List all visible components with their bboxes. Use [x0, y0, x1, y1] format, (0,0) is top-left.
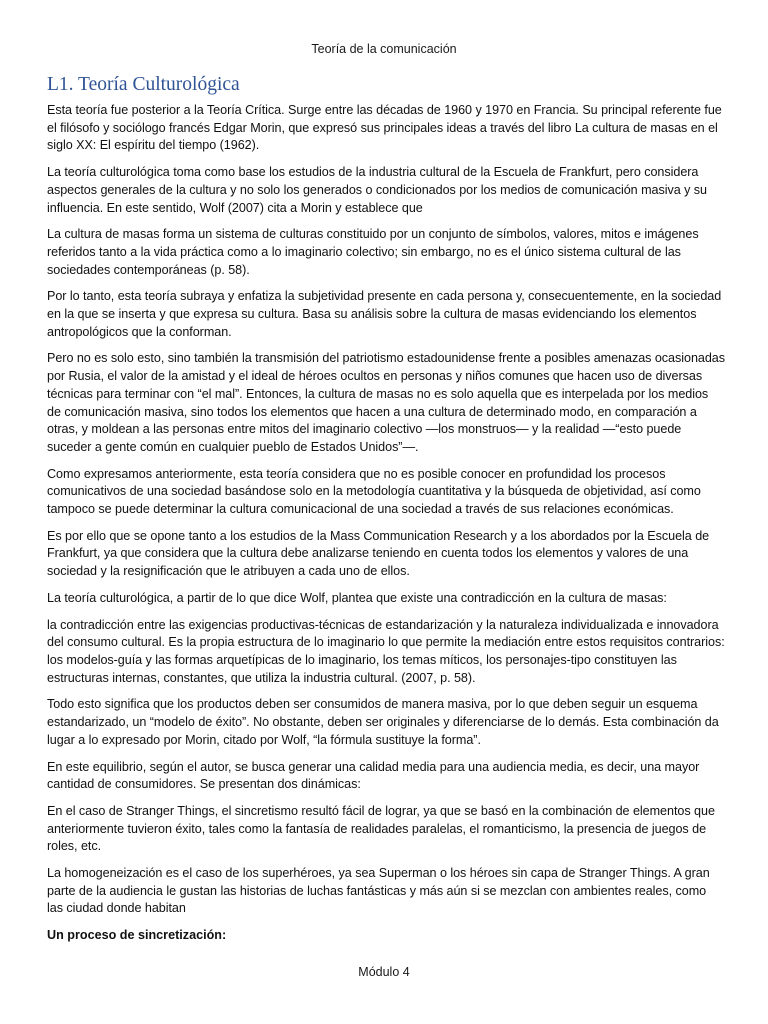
- paragraph-patriotism: Pero no es solo esto, sino también la transmisión del patriotismo estadounidense frente a posibles amenazas ocasionadas por Rusia, el valor de la amistad y el ideal de héroes ocultos en personas y niños comunes que hacen uso de diversas técnicas para terminar con “el mal”. Entonces, la cultura de masas no es solo aquella que es interpelada por los medios de comunicación masiva, sino todos los elementos que hacen a una cultura de determinado modo, en comparación a otras, y moldean a las personas entre mitos del imaginario colectivo —los monstruos— y la realidad —“esto puede suceder a gente común en cualquier pueblo de Estados Unidos”—.: [47, 351, 726, 454]
- paragraph-contradiction-intro: La teoría culturológica, a partir de lo que dice Wolf, plantea que existe una contradicción en la cultura de masas:: [47, 590, 667, 605]
- paragraph-methodology: Como expresamos anteriormente, esta teoría considera que no es posible conocer en profundidad los procesos comunicativos de una sociedad basándose solo en la metodología cuantitativa y la búsqueda de objetividad, así como tampoco se puede determinar la cultura comunicacional de una sociedad a través de sus relaciones económicas.: [47, 466, 701, 517]
- paragraph-success-model: Todo esto significa que los productos deben ser consumidos de manera masiva, por lo que deben seguir un esquema estandarizado, un “modelo de éxito”. No obstante, deben ser originales y diferenciarse de lo demás. Esta combinación da lugar a lo expresado por Morin, citado por Wolf, “la fórmula sustituye la forma”.: [47, 697, 719, 747]
- paragraph-subjectivity: Por lo tanto, esta teoría subraya y enfatiza la subjetividad presente en cada persona y, consecuentemente, en la sociedad en la que se inserta y que expresa su cultura. Basa su análisis sobre la cultura de masas evidenciando los elementos antropológicos que la conforman.: [47, 289, 722, 339]
- page-content: [47, 72, 725, 945]
- paragraph-homogenization: La homogeneización es el caso de los superhéroes, ya sea Superman o los héroes sin capa de Stranger Things. A gran parte de la audiencia le gustan las historias de luchas fantásticas y más aún si se mezclan con ambientes reales, como las ciudad donde habitan: [47, 866, 710, 916]
- paragraph-opposition: Es por ello que se opone tanto a los estudios de la Mass Communication Research y a los abordados por la Escuela de Frankfurt, ya que considera que la cultura debe analizarse teniendo en cuenta todos los elementos y valores de una sociedad y la resignificación que le atribuyen a cada uno de ellos.: [47, 528, 710, 579]
- paragraph-syncretism: En el caso de Stranger Things, el sincretismo resultó fácil de lograr, ya que se basó en la combinación de elementos que anteriormente tuvieron éxito, tales como la fantasía de realidades paralelas, el romanticismo, la presencia de juegos de roles, etc.: [47, 803, 715, 854]
- running-footer: Módulo 4: [358, 965, 410, 979]
- running-header: Teoría de la comunicación: [311, 42, 457, 56]
- paragraph-frankfurt-basis: La teoría culturológica toma como base los estudios de la industria cultural de la Escuela de Frankfurt, pero considera aspectos generales de la cultura y no solo los generados o condicionados por los medios de comunicación masiva y su influencia. En este sentido, Wolf (2007) cita a Morin y establece que: [47, 165, 708, 215]
- paragraph-equilibrium: En este equilibrio, según el autor, se busca generar una calidad media para una audiencia media, es decir, una mayor cantidad de consumidores. Se presentan dos dinámicas:: [47, 759, 700, 792]
- subheading-syncretization: Un proceso de sincretización:: [47, 928, 227, 943]
- paragraph-intro: Esta teoría fue posterior a la Teoría Crítica. Surge entre las décadas de 1960 y 1970 en Francia. Su principal referente fue el filósofo y sociólogo francés Edgar Morin, que expresó sus principales ideas a través del libro La cultura de masas en el siglo XX: El espíritu del tiempo (1962).: [47, 103, 722, 153]
- section-title: L1. Teoría Culturológica: [47, 74, 240, 95]
- paragraph-quote-wolf: la contradicción entre las exigencias productivas-técnicas de estandarización y la naturaleza individualizada e innovadora del consumo cultural. Es la propia estructura de lo imaginario lo que permite la mediación entre estos requisitos contrarios: los modelos-guía y las formas arquetípicas de lo imaginario, los temas míticos, los personajes-tipo constituyen las estructuras internas, constantes, que utiliza la industria cultural. (2007, p. 58).: [47, 617, 725, 685]
- paragraph-quote-morin: La cultura de masas forma un sistema de culturas constituido por un conjunto de símbolos, valores, mitos e imágenes referidos tanto a la vida práctica como a lo imaginario colectivo; sin embargo, no es el único sistema cultural de las sociedades contemporáneas (p. 58).: [47, 227, 699, 277]
